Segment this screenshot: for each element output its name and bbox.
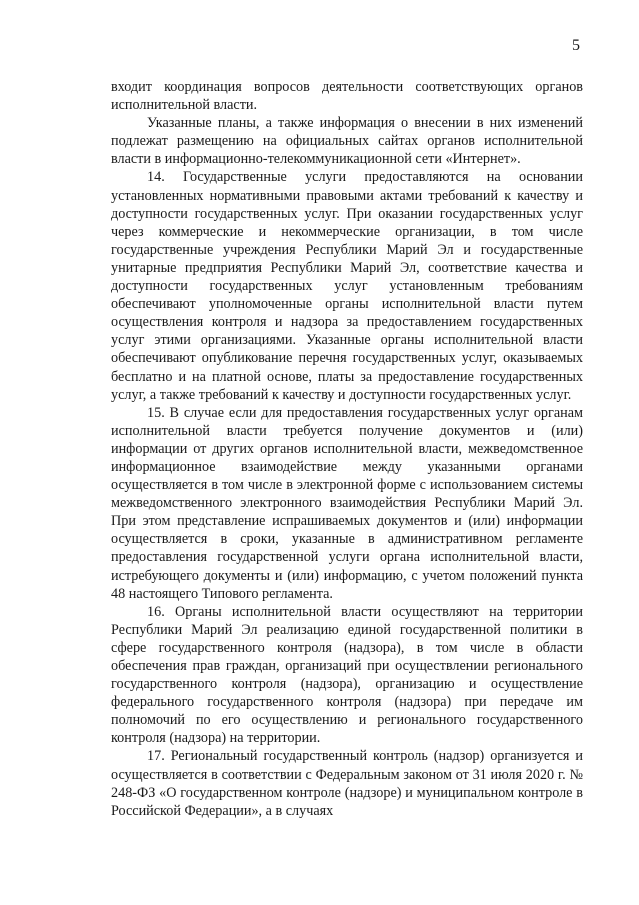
paragraph-16-state-control-policy: 16. Органы исполнительной власти осуществляют на территории Республики Марий Эл реализацию единой государственной политики в сфере государственного контроля (надзора), в том числе в области обеспечения прав граждан, организаций при осуществлении регионального государственного контроля (надзора), организацию и осуществление федерального государственного контроля (надзора) при передаче им полномочий по его осуществлению и регионального государственного контроля (надзора) на территории. [111,603,583,747]
document-body [111,78,583,820]
page-number: 5 [572,37,580,54]
paragraph-15-interagency-interaction: 15. В случае если для предоставления государственных услуг органам исполнительной власти требуется получение документов и (или) информации от других органов исполнительной власти, межведомственное информационное взаимодействие между указанными органами осуществляется в том числе в электронной форме с использованием системы межведомственного электронного взаимодействия Республики Марий Эл. При этом представление испрашиваемых документов и (или) информации осуществляется в сроки, указанные в административном регламенте предоставления государственной услуги органа исполнительной власти, истребующего документы и (или) информацию, с учетом положений пункта 48 настоящего Типового регламента. [111,404,583,602]
paragraph-plans-publication: Указанные планы, а также информация о внесении в них изменений подлежат размещению на официальных сайтах органов исполнительной власти в информационно-телекоммуникационной сети «Интернет». [111,115,583,168]
paragraph-14-public-services: 14. Государственные услуги предоставляются на основании установленных нормативными правовыми актами требований к качеству и доступности государственных услуг. При оказании государственных услуг через коммерческие и некоммерческие организации, в том числе государственные учреждения Республики Марий Эл и государственные унитарные предприятия Республики Марий Эл, соответствие качества и доступности государственных услуг установленным требованиям обеспечивают уполномоченные органы исполнительной власти путем осуществления контроля и надзора за предоставлением государственных услуг этими организациями. Указанные органы исполнительной власти обеспечивают опубликование перечня государственных услуг, оказываемых бесплатно и на платной основе, платы за предоставление государственных услуг, а также требований к качеству и доступности государственных услуг. [111,169,583,403]
paragraph-17-regional-control: 17. Региональный государственный контроль (надзор) организуется и осуществляется в соответствии с Федеральным законом от 31 июля 2020 г. № 248-ФЗ «О государственном контроле (надзоре) и муниципальном контроле в Российской Федерации», а в случаях [111,748,583,819]
paragraph-continuation: входит координация вопросов деятельности соответствующих органов исполнительной власти. [111,79,583,114]
